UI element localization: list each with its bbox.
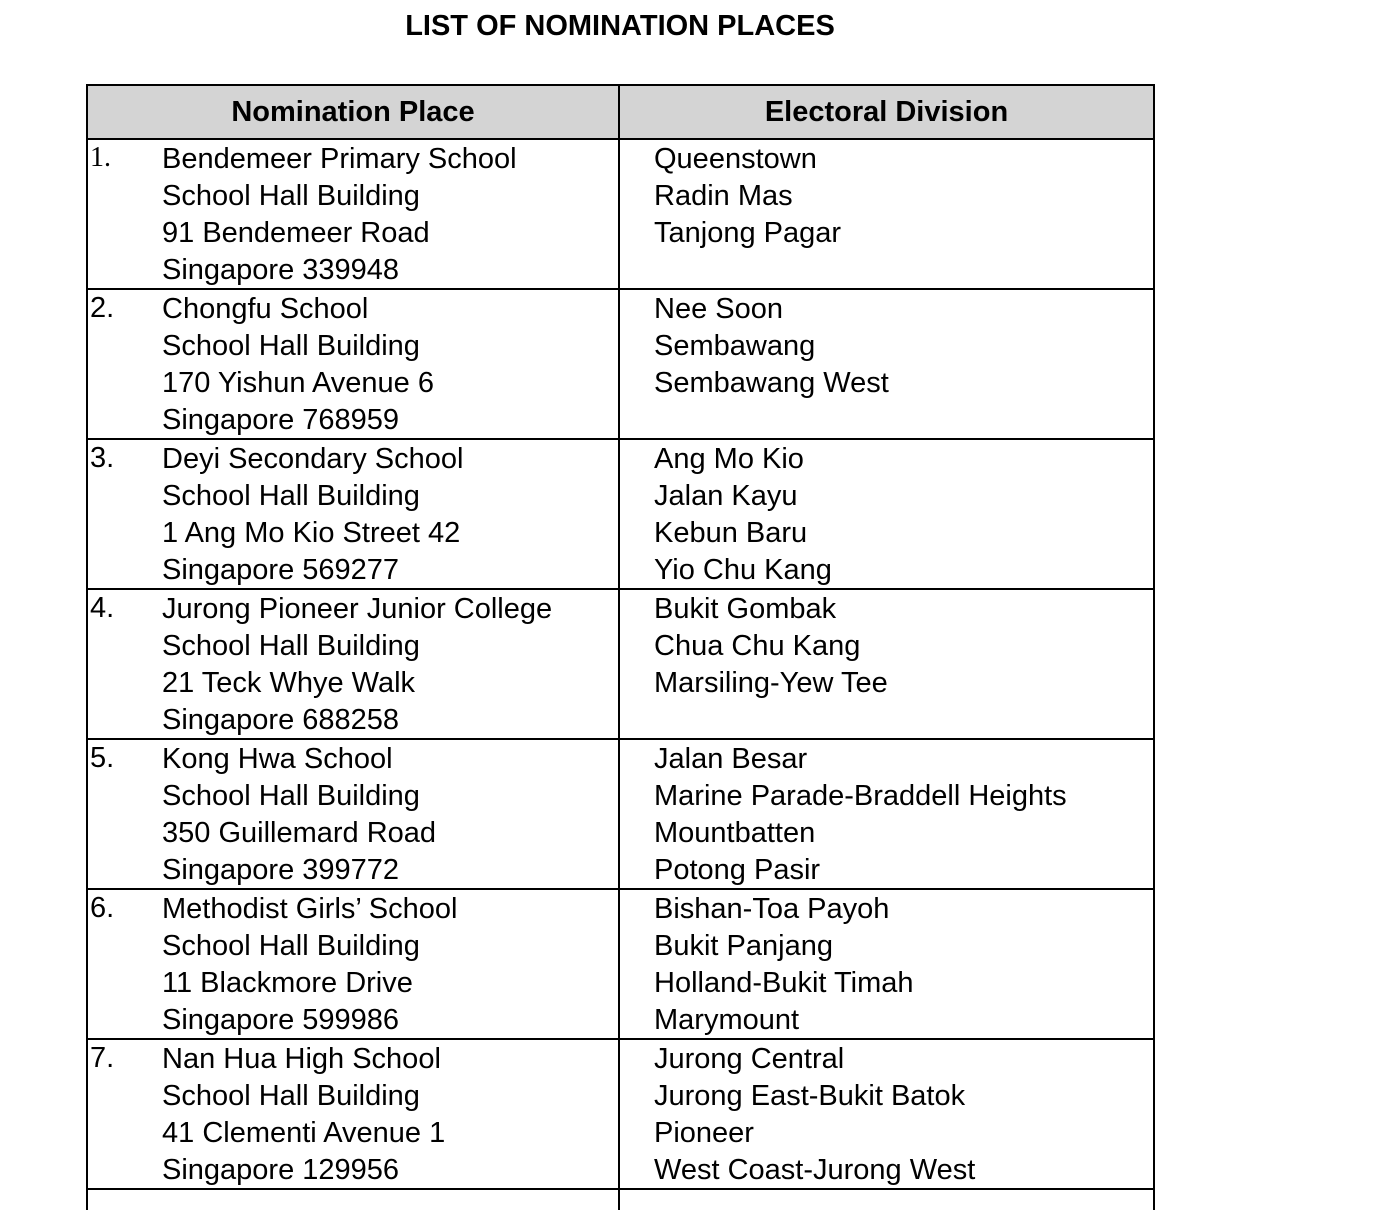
- division-name: Queenstown: [654, 143, 817, 175]
- division-name: Marine Parade-Braddell Heights: [654, 780, 1067, 812]
- division-name: Marsiling-Yew Tee: [654, 667, 888, 699]
- division-name: Marymount: [654, 1004, 800, 1036]
- place-street: 1 Ang Mo Kio Street 42: [162, 517, 461, 549]
- place-building: School Hall Building: [162, 930, 420, 962]
- nomination-places-table: [86, 84, 1155, 1210]
- place-street: 11 Blackmore Drive: [162, 967, 413, 999]
- table-header-row: [88, 86, 1153, 140]
- row-number: 7.: [90, 1042, 115, 1074]
- table-row-partial: [88, 1190, 1153, 1210]
- nomination-place-cell: [88, 440, 620, 588]
- division-name: Tanjong Pagar: [654, 217, 842, 249]
- place-building: School Hall Building: [162, 330, 420, 362]
- nomination-place-cell: [88, 890, 620, 1038]
- table-row: [88, 440, 1153, 590]
- place-building: School Hall Building: [162, 180, 420, 212]
- place-name: Nan Hua High School: [162, 1043, 441, 1075]
- place-street: 91 Bendemeer Road: [162, 217, 430, 249]
- place-name: Bendemeer Primary School: [162, 143, 517, 175]
- row-number: 1.: [90, 142, 111, 173]
- electoral-division-cell: [620, 140, 1153, 288]
- place-name: Chongfu School: [162, 293, 369, 325]
- place-name: Kong Hwa School: [162, 743, 393, 775]
- nomination-place-cell: [88, 140, 620, 288]
- division-name: Nee Soon: [654, 293, 783, 325]
- place-name: Deyi Secondary School: [162, 443, 464, 475]
- electoral-division-cell: [620, 890, 1153, 1038]
- division-name: Bukit Panjang: [654, 930, 833, 962]
- division-name: Bishan-Toa Payoh: [654, 893, 890, 925]
- nomination-place-cell: [88, 1190, 620, 1210]
- division-name: Sembawang: [654, 330, 816, 362]
- division-name: Kebun Baru: [654, 517, 808, 549]
- division-name: Jalan Kayu: [654, 480, 798, 512]
- place-street: 21 Teck Whye Walk: [162, 667, 416, 699]
- division-name: Potong Pasir: [654, 854, 821, 886]
- page-title: LIST OF NOMINATION PLACES: [405, 10, 835, 42]
- division-name: Mountbatten: [654, 817, 816, 849]
- place-postal: Singapore 688258: [162, 704, 400, 736]
- nomination-place-cell: [88, 1040, 620, 1188]
- place-name: Methodist Girls’ School: [162, 893, 458, 925]
- place-postal: Singapore 399772: [162, 854, 400, 886]
- place-building: School Hall Building: [162, 480, 420, 512]
- place-street: 350 Guillemard Road: [162, 817, 437, 849]
- division-name: [654, 702, 1153, 739]
- electoral-division-cell: [620, 1190, 1153, 1210]
- place-postal: Singapore 339948: [162, 254, 400, 286]
- table-row: [88, 890, 1153, 1040]
- row-number: 3.: [90, 442, 115, 474]
- row-number: 5.: [90, 742, 115, 774]
- table-row: [88, 1040, 1153, 1190]
- table-row: [88, 590, 1153, 740]
- header-nomination-place: Nomination Place: [88, 86, 620, 138]
- division-name: Radin Mas: [654, 180, 793, 212]
- division-name: West Coast-Jurong West: [654, 1154, 976, 1186]
- division-name: Ang Mo Kio: [654, 443, 804, 475]
- electoral-division-cell: [620, 1040, 1153, 1188]
- electoral-division-cell: [620, 590, 1153, 738]
- row-number: 4.: [90, 592, 115, 624]
- place-postal: Singapore 768959: [162, 404, 400, 436]
- place-postal: Singapore 129956: [162, 1154, 400, 1186]
- division-name: Holland-Bukit Timah: [654, 967, 914, 999]
- division-name: Sembawang West: [654, 367, 889, 399]
- electoral-division-cell: [620, 440, 1153, 588]
- division-name: [654, 252, 1153, 289]
- division-name: [654, 402, 1153, 439]
- division-name: Jurong Central: [654, 1043, 845, 1075]
- row-number: 6.: [90, 892, 115, 924]
- header-electoral-division: Electoral Division: [764, 95, 1009, 128]
- division-name: Bukit Gombak: [654, 593, 837, 625]
- place-postal: Singapore 599986: [162, 1004, 400, 1036]
- division-name: Chua Chu Kang: [654, 630, 861, 662]
- row-number: 2.: [90, 292, 115, 324]
- table-row: [88, 740, 1153, 890]
- electoral-division-cell: [620, 290, 1153, 438]
- electoral-division-cell: [620, 740, 1153, 888]
- place-name: Jurong Pioneer Junior College: [162, 593, 553, 625]
- place-building: School Hall Building: [162, 1080, 420, 1112]
- place-street: 170 Yishun Avenue 6: [162, 367, 434, 399]
- place-building: School Hall Building: [162, 630, 420, 662]
- division-name: Yio Chu Kang: [654, 554, 832, 586]
- division-name: Jalan Besar: [654, 743, 808, 775]
- place-postal: Singapore 569277: [162, 554, 400, 586]
- division-name: Pioneer: [654, 1117, 754, 1149]
- nomination-place-cell: [88, 590, 620, 738]
- place-street: 41 Clementi Avenue 1: [162, 1117, 446, 1149]
- division-name: Jurong East-Bukit Batok: [654, 1080, 966, 1112]
- table-row: [88, 140, 1153, 290]
- place-building: School Hall Building: [162, 780, 420, 812]
- nomination-place-cell: [88, 740, 620, 888]
- table-row: [88, 290, 1153, 440]
- nomination-place-cell: [88, 290, 620, 438]
